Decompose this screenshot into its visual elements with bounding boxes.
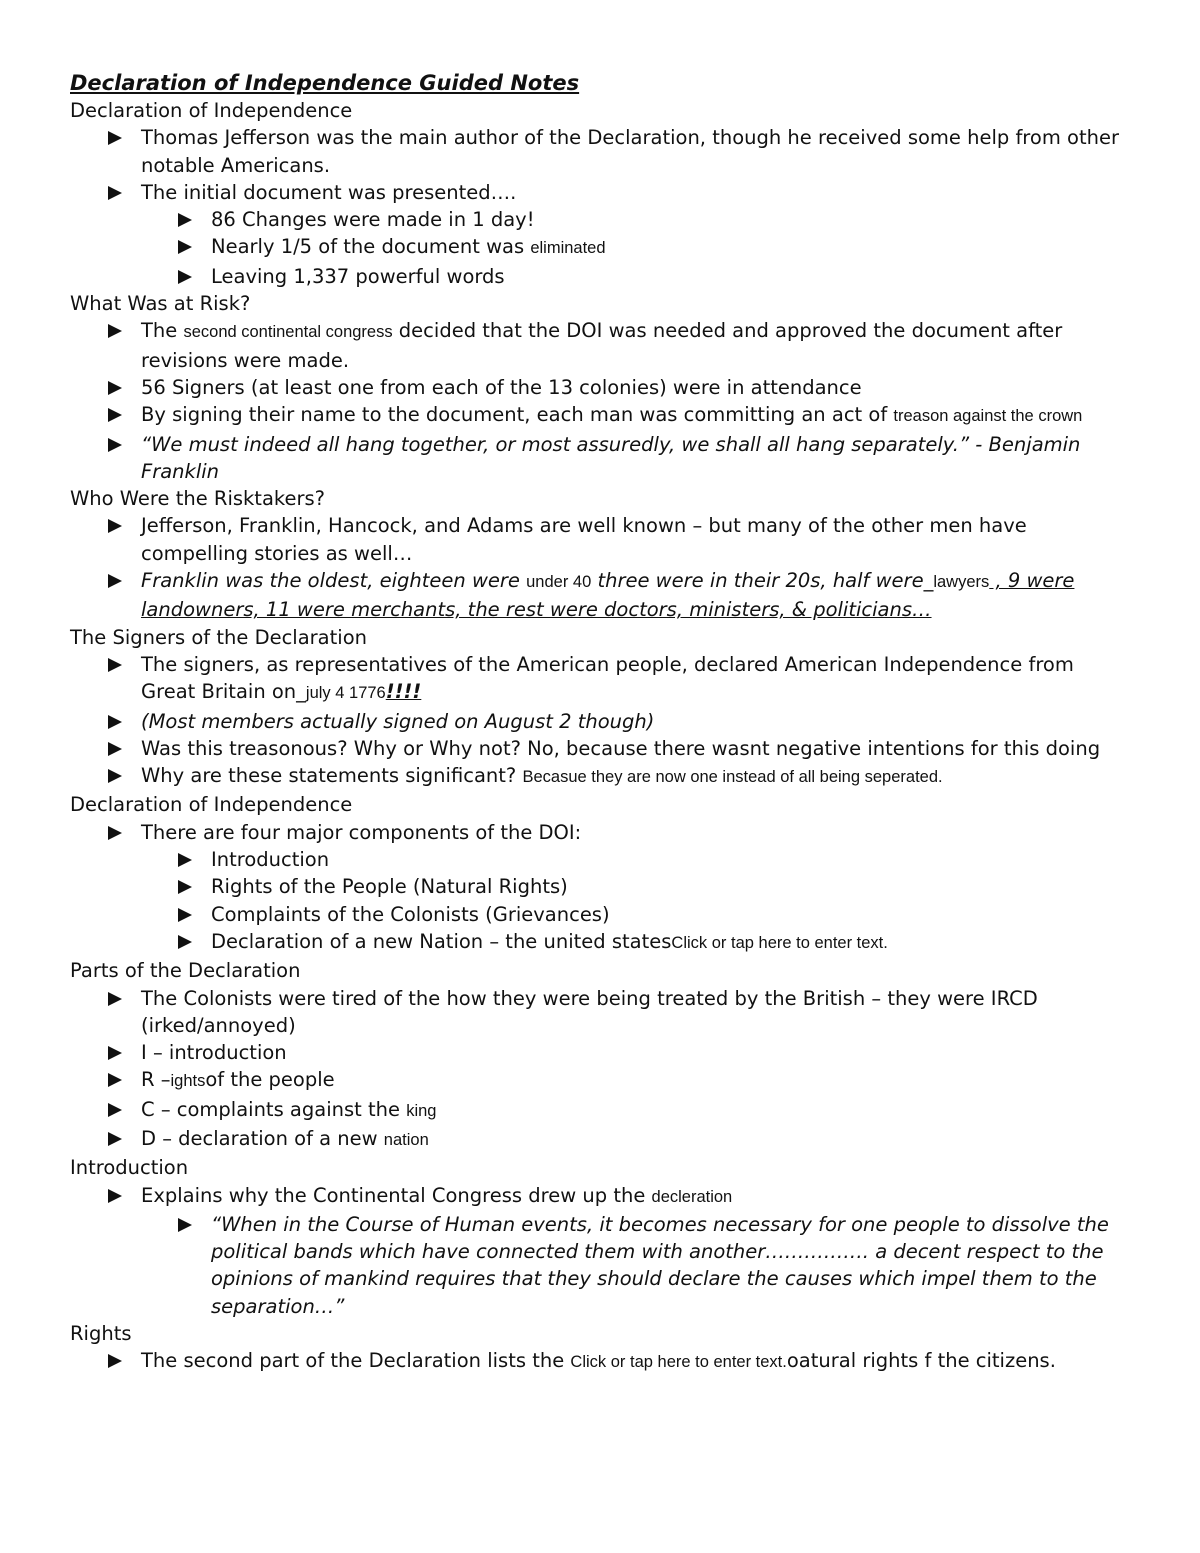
content-control-placeholder[interactable]: Click or tap here to enter text. bbox=[570, 1353, 787, 1372]
content-control-placeholder[interactable]: Click or tap here to enter text. bbox=[671, 933, 888, 952]
arrow-bullet-icon bbox=[108, 769, 122, 783]
quote-bullet-item: “We must indeed all hang together, or most assuredly, we shall all hang separately.” - Benjamin Franklin bbox=[70, 431, 1132, 486]
arrow-bullet-icon bbox=[108, 658, 122, 672]
sub-bullet-item: Nearly 1/5 of the document was eliminated bbox=[70, 233, 1132, 262]
answer-text[interactable]: eliminated bbox=[530, 239, 606, 258]
answer-text[interactable]: decleration bbox=[651, 1187, 733, 1206]
section-heading: The Signers of the Declaration bbox=[70, 625, 367, 649]
bullet-item: (Most members actually signed on August 2 though) bbox=[70, 708, 1132, 735]
arrow-bullet-icon bbox=[108, 131, 122, 145]
bullet-item: Why are these statements significant? Becasue they are now one instead of all being seperated. bbox=[70, 762, 1132, 791]
bullet-item: D – declaration of a new nation bbox=[70, 1125, 1132, 1154]
arrow-bullet-icon bbox=[108, 1103, 122, 1117]
arrow-bullet-icon bbox=[178, 853, 192, 867]
arrow-bullet-icon bbox=[178, 213, 192, 227]
answer-text[interactable]: treason against the crown bbox=[893, 407, 1083, 426]
answer-text[interactable]: under 40 bbox=[526, 573, 592, 592]
arrow-bullet-icon bbox=[108, 992, 122, 1006]
section-heading: Who Were the Risktakers? bbox=[70, 487, 326, 511]
answer-text[interactable]: ights bbox=[170, 1072, 206, 1091]
answer-text[interactable]: Becasue they are now one instead of all being seperated. bbox=[522, 768, 943, 787]
bullet-item: R –ightsof the people bbox=[70, 1066, 1132, 1095]
arrow-bullet-icon bbox=[178, 270, 192, 284]
section-heading: What Was at Risk? bbox=[70, 292, 251, 316]
arrow-bullet-icon bbox=[108, 381, 122, 395]
bullet-item: Was this treasonous? Why or Why not? No, because there wasnt negative intentions for this doing bbox=[70, 735, 1132, 762]
bullet-item: 56 Signers (at least one from each of the 13 colonies) were in attendance bbox=[70, 374, 1132, 401]
sub-bullet-item: Introduction bbox=[70, 846, 1132, 873]
arrow-bullet-icon bbox=[108, 1354, 122, 1368]
arrow-bullet-icon bbox=[108, 1132, 122, 1146]
sub-bullet-item: Complaints of the Colonists (Grievances) bbox=[70, 901, 1132, 928]
answer-text[interactable]: july 4 1776 bbox=[305, 684, 386, 703]
bullet-item: The initial document was presented…. bbox=[70, 179, 1132, 206]
arrow-bullet-icon bbox=[108, 519, 122, 533]
arrow-bullet-icon bbox=[178, 240, 192, 254]
bullet-item: Franklin was the oldest, eighteen were under 40 three were in their 20s, half were_lawyers , 9 were landowners, 11 were merchants, the rest were doctors, ministers, & politicians… bbox=[70, 567, 1132, 624]
section-heading: Declaration of Independence bbox=[70, 793, 353, 817]
bullet-item: By signing their name to the document, each man was committing an act of treason against the crown bbox=[70, 401, 1132, 430]
arrow-bullet-icon bbox=[108, 574, 122, 588]
arrow-bullet-icon bbox=[108, 742, 122, 756]
arrow-bullet-icon bbox=[108, 186, 122, 200]
arrow-bullet-icon bbox=[108, 1046, 122, 1060]
arrow-bullet-icon bbox=[178, 935, 192, 949]
bullet-item: Jefferson, Franklin, Hancock, and Adams are well known – but many of the other men have compelling stories as well… bbox=[70, 512, 1132, 567]
section-heading: Rights bbox=[70, 1322, 132, 1346]
sub-bullet-item: Rights of the People (Natural Rights) bbox=[70, 873, 1132, 900]
section-heading: Introduction bbox=[70, 1156, 189, 1180]
arrow-bullet-icon bbox=[108, 1189, 122, 1203]
arrow-bullet-icon bbox=[178, 1218, 192, 1232]
bullet-item: The Colonists were tired of the how they were being treated by the British – they were IRCD (irked/annoyed) bbox=[70, 985, 1132, 1040]
bullet-item: Explains why the Continental Congress drew up the decleration bbox=[70, 1182, 1132, 1211]
document-page bbox=[70, 70, 1132, 1377]
bullet-item: I – introduction bbox=[70, 1039, 1132, 1066]
arrow-bullet-icon bbox=[108, 1073, 122, 1087]
arrow-bullet-icon bbox=[178, 908, 192, 922]
bullet-item: The second continental congress decided that the DOI was needed and approved the document after revisions were made. bbox=[70, 317, 1132, 374]
arrow-bullet-icon bbox=[108, 715, 122, 729]
bullet-item: The signers, as representatives of the American people, declared American Independence from Great Britain on_july 4 1776!!!! bbox=[70, 651, 1132, 708]
bullet-item: There are four major components of the DOI: bbox=[70, 819, 1132, 846]
section-heading: Declaration of Independence bbox=[70, 99, 353, 122]
arrow-bullet-icon bbox=[178, 880, 192, 894]
sub-bullet-item: Leaving 1,337 powerful words bbox=[70, 263, 1132, 290]
sub-bullet-item: 86 Changes were made in 1 day! bbox=[70, 206, 1132, 233]
bullet-item: Thomas Jefferson was the main author of the Declaration, though he received some help from other notable Americans. bbox=[70, 124, 1132, 179]
arrow-bullet-icon bbox=[108, 826, 122, 840]
quote-sub-bullet-item: “When in the Course of Human events, it becomes necessary for one people to dissolve the political bands which have connected them with another……………. a decent respect to the opinions of mankind requires that they should declare the causes which impel them to the separation…” bbox=[70, 1211, 1132, 1320]
sub-bullet-item: Declaration of a new Nation – the united statesClick or tap here to enter text. bbox=[70, 928, 1132, 957]
arrow-bullet-icon bbox=[108, 438, 122, 452]
arrow-bullet-icon bbox=[108, 408, 122, 422]
answer-text[interactable]: king bbox=[406, 1101, 437, 1120]
arrow-bullet-icon bbox=[108, 324, 122, 338]
answer-text[interactable]: second continental congress bbox=[183, 323, 393, 342]
bullet-item: The second part of the Declaration lists the Click or tap here to enter text.oatural rights f the citizens. bbox=[70, 1347, 1132, 1376]
document-title: Declaration of Independence Guided Notes bbox=[70, 71, 580, 95]
answer-text[interactable]: lawyers bbox=[933, 573, 990, 592]
bullet-item: C – complaints against the king bbox=[70, 1096, 1132, 1125]
answer-text[interactable]: nation bbox=[383, 1130, 429, 1149]
section-heading: Parts of the Declaration bbox=[70, 959, 301, 983]
